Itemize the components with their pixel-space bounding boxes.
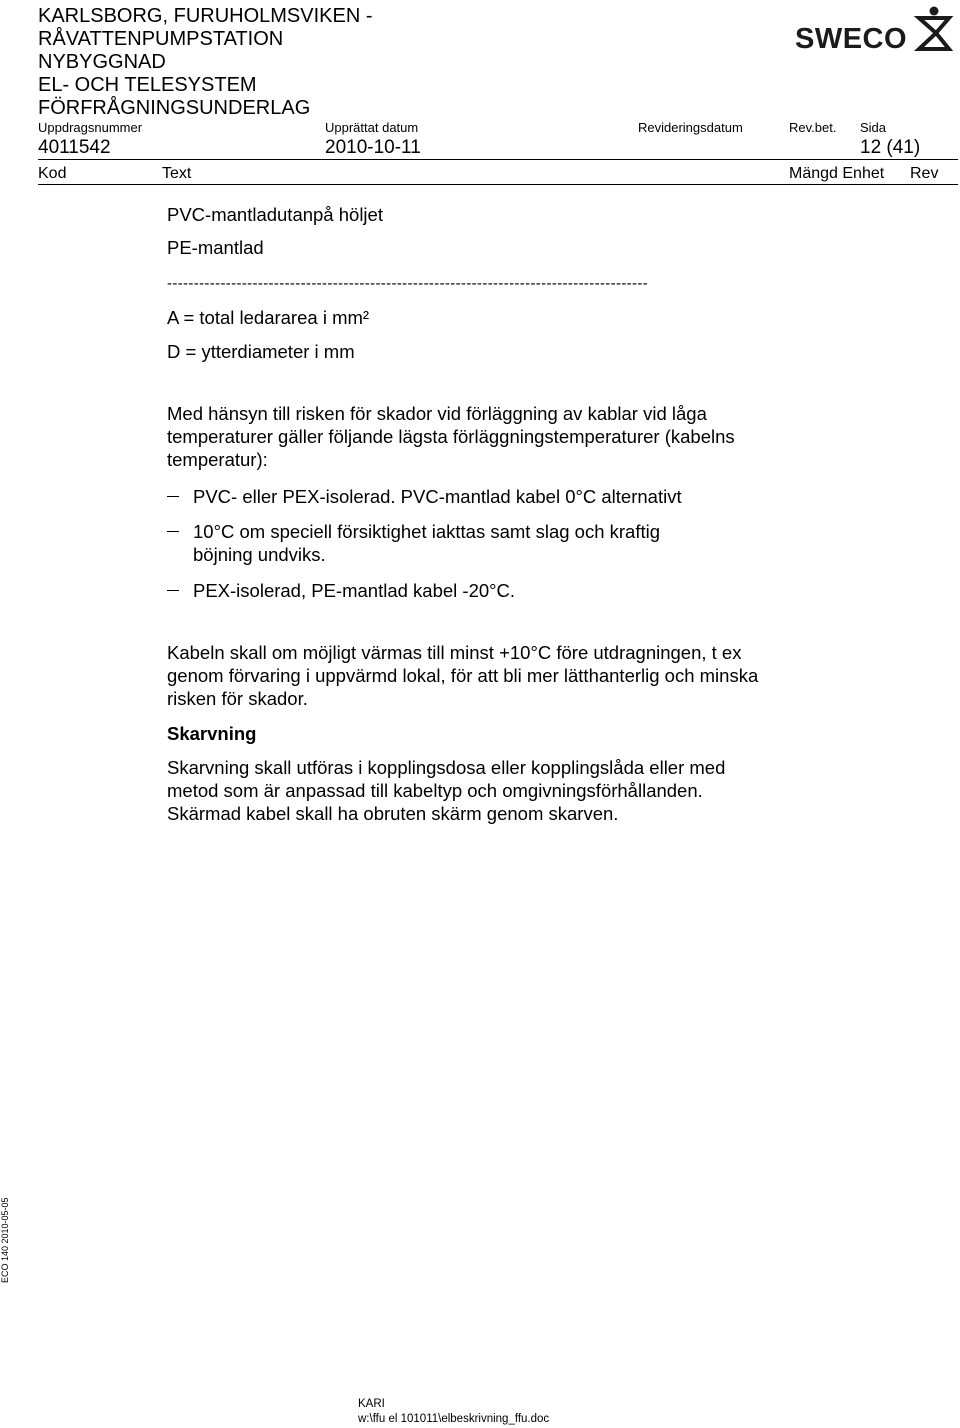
footer-author: KARI xyxy=(358,1398,385,1410)
assignment-number: 4011542 xyxy=(38,137,111,158)
separator-line: ------------------------------------------------------------------------------------------ xyxy=(167,275,649,292)
dash-bullet-icon xyxy=(167,590,179,591)
footer-file-path: w:\ffu el 101011\elbeskrivning_ffu.doc xyxy=(358,1413,550,1425)
logo-wordmark: SWECO xyxy=(795,23,908,54)
content-line-pvc: PVC-mantladutanpå höljet xyxy=(167,204,383,225)
label-assignment-number: Uppdragsnummer xyxy=(38,120,143,135)
column-code: Kod xyxy=(38,165,67,182)
page-number: 12 (41) xyxy=(860,137,921,158)
created-date: 2010-10-11 xyxy=(325,137,421,158)
list-item xyxy=(167,520,767,566)
list-item xyxy=(167,579,767,602)
paragraph-warming: Kabeln skall om möjligt värmas till minst +10°C före utdragningen, t ex genom förvaring i uppvärmd lokal, för att bli mer lätthanterlig och minska risken för skador. xyxy=(167,642,759,709)
dash-bullet-icon xyxy=(167,531,179,532)
label-page: Sida xyxy=(860,120,887,135)
column-quantity-unit: Mängd Enhet xyxy=(789,165,885,182)
list-item-text: PVC- eller PEX-isolerad. PVC-mantlad kabel 0°C alternativt xyxy=(193,486,682,507)
label-created-date: Upprättat datum xyxy=(325,120,419,135)
content-line-pe: PE-mantlad xyxy=(167,237,264,258)
definition-a: A = total ledararea i mm² xyxy=(167,307,370,328)
header-rule-top xyxy=(38,159,958,160)
section-heading-skarvning: Skarvning xyxy=(167,723,257,744)
document-template-code: ECO 140 2010-05-05 xyxy=(0,1197,10,1283)
paragraph-splicing: Skarvning skall utföras i kopplingsdosa eller kopplingslåda eller med metod som är anpassad till kabeltyp och omgivningsförhållanden. Skärmad kabel skall ha obruten skärm genom skarven. xyxy=(167,757,726,824)
label-revised-by: Rev.bet. xyxy=(789,120,837,135)
list-item-text: PEX-isolerad, PE-mantlad kabel -20°C. xyxy=(193,580,516,601)
definition-d: D = ytterdiameter i mm xyxy=(167,341,355,362)
dash-bullet-icon xyxy=(167,496,179,497)
paragraph-low-temperature: Med hänsyn till risken för skador vid förläggning av kablar vid låga temperaturer gäller följande lägsta förläggningstemperaturer (kabelns temperatur): xyxy=(167,403,735,470)
sweco-logo xyxy=(795,2,955,54)
project-title-line-5: FÖRFRÅGNINGSUNDERLAG xyxy=(38,97,311,119)
header-rule-bottom xyxy=(38,184,958,185)
project-title-line-2: RÅVATTENPUMPSTATION xyxy=(38,28,284,50)
project-title-line-1: KARLSBORG, FURUHOLMSVIKEN - xyxy=(38,5,373,27)
label-revision-date: Revideringsdatum xyxy=(638,120,743,135)
project-title-line-4: EL- OCH TELESYSTEM xyxy=(38,74,257,96)
project-title-line-3: NYBYGGNAD xyxy=(38,51,166,73)
sweco-logo-icon xyxy=(795,2,955,54)
list-item xyxy=(167,485,767,508)
column-rev: Rev xyxy=(910,165,939,182)
column-text: Text xyxy=(162,165,192,182)
list-item-text: 10°C om speciell försiktighet iakttas samt slag och kraftig böjning undviks. xyxy=(193,521,661,565)
